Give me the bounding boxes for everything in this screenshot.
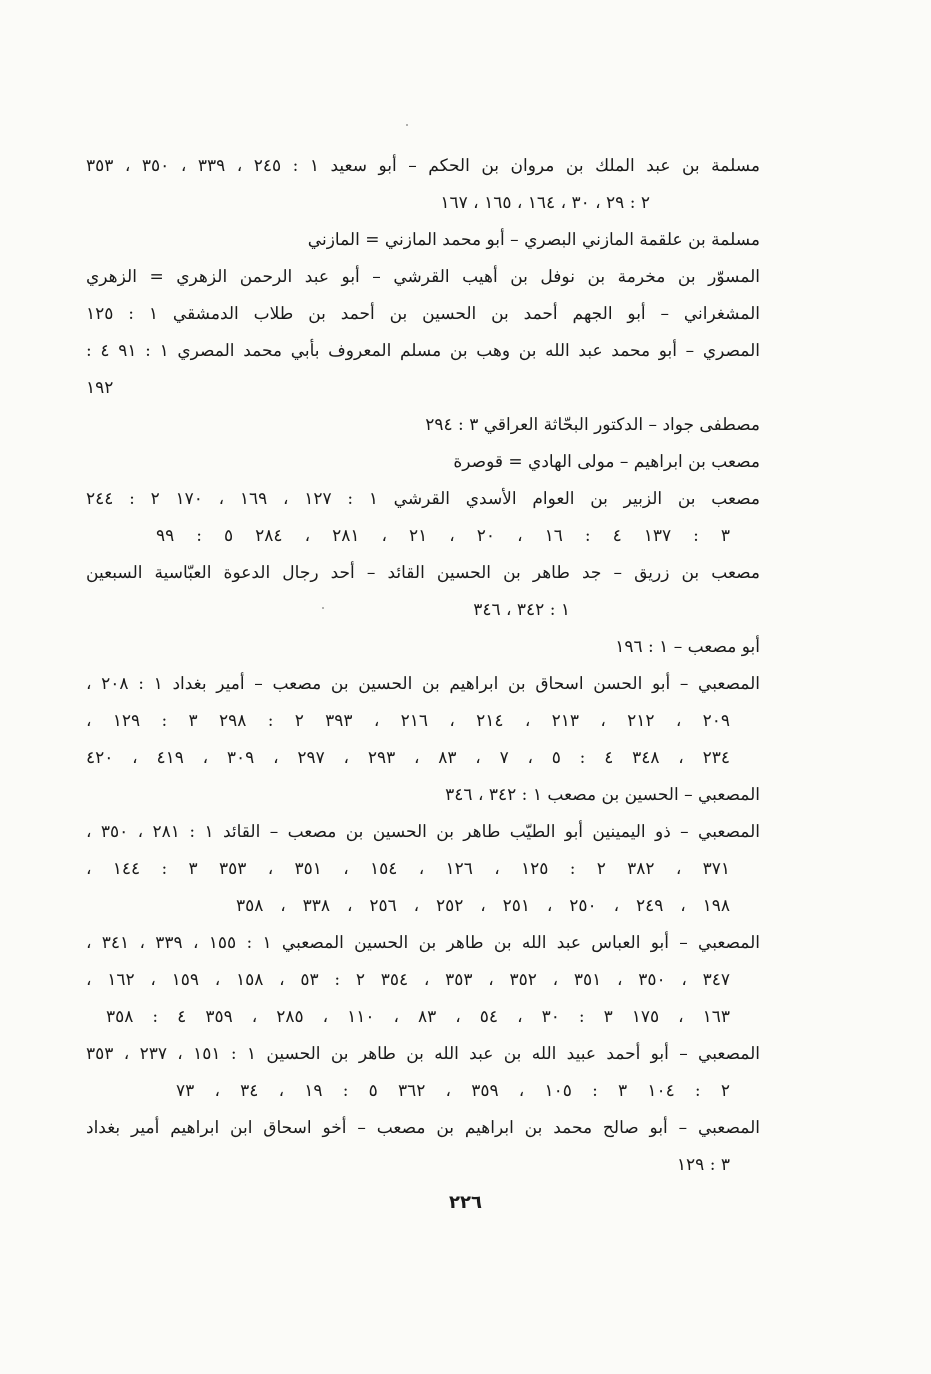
page-number: ٢٢٦ [449, 1192, 482, 1213]
entry-continuation: ٢٠٩ ، ٢١٢ ، ٢١٣ ، ٢١٤ ، ٢١٦ ، ٣٩٣ ٢ : ٢٩٨ ٣ : ١٢٩ ، [86, 711, 731, 731]
entry-continuation: ٣ : ١٢٩ [676, 1155, 730, 1175]
entry-line: مصعب بن ابراهيم – مولى الهادي = قوصرة [453, 452, 760, 472]
index-entry [86, 814, 760, 925]
index-entry [86, 1036, 760, 1110]
scan-speck [406, 124, 408, 126]
entry-continuation: ٣٧١ ، ٣٨٢ ٢ : ١٢٥ ، ١٢٦ ، ١٥٤ ، ٣٥١ ، ٣٥٣ ٣ : ١٤٤ ، [86, 859, 731, 879]
index-entry [86, 777, 760, 814]
index-entry [86, 222, 760, 259]
entry-continuation: ٣ : ١٣٧ ٤ : ١٦ ، ٢٠ ، ٢١ ، ٢٨١ ، ٢٨٤ ٥ : ٩٩ [156, 526, 731, 546]
index-entry [86, 296, 760, 333]
entry-line: مصعب بن الزبير بن العوام الأسدي القرشي ١ : ١٢٧ ، ١٦٩ ، ١٧٠ ٢ : ٢٤٤ [86, 489, 760, 509]
index-entries [86, 148, 760, 1184]
index-entry [86, 148, 760, 222]
index-entry [86, 259, 760, 296]
entry-line: المصعبي – أبو العباس عبد الله بن طاهر بن الحسين المصعبي ١ : ١٥٥ ، ٣٣٩ ، ٣٤١ ، [86, 933, 760, 953]
entry-line: المصعبي – أبو أحمد عبيد الله بن عبد الله بن طاهر بن الحسين ١ : ١٥١ ، ٢٣٧ ، ٣٥٣ [86, 1044, 760, 1064]
entry-continuation: ٢ : ١٠٤ ٣ : ١٠٥ ، ٣٥٩ ، ٣٦٢ ٥ : ١٩ ، ٣٤ ، ٧٣ [176, 1081, 730, 1101]
entry-continuation: ٢ : ٢٩ ، ٣٠ ، ١٦٤ ، ١٦٥ ، ١٦٧ [440, 193, 650, 213]
index-entry [86, 555, 760, 629]
index-entry [86, 444, 760, 481]
entry-continuation: ٣٤٧ ، ٣٥٠ ، ٣٥١ ، ٣٥٢ ، ٣٥٣ ، ٣٥٤ ٢ : ٥٣ ، ١٥٨ ، ١٥٩ ، ١٦٢ ، [86, 970, 731, 990]
entry-line: المصري – أبو محمد عبد الله بن وهب بن مسلم المعروف بأبي محمد المصري ١ : ٩١ ٤ : [86, 341, 760, 361]
entry-line: مصطفى جواد – الدكتور البحّاثة العراقي ٣ : ٢٩٤ [425, 415, 760, 435]
entry-continuation: ١٩٢ [86, 378, 114, 398]
entry-line: المصعبي – أبو الحسن اسحاق بن ابراهيم بن الحسين بن مصعب – أمير بغداد ١ : ٢٠٨ ، [86, 674, 760, 694]
index-entry [86, 333, 760, 407]
entry-line: مسلمة بن عبد الملك بن مروان بن الحكم – أبو سعيد ١ : ٢٤٥ ، ٣٣٩ ، ٣٥٠ ، ٣٥٣ [86, 156, 760, 176]
entry-line: مسلمة بن علقمة المازني البصري – أبو محمد المازني = المازني [307, 230, 760, 250]
entry-line: المصعبي – أبو صالح محمد بن ابراهيم بن مصعب – أخو اسحاق ابن ابراهيم أمير بغداد [86, 1118, 760, 1138]
index-entry [86, 481, 760, 555]
entry-line: المشغراني – أبو الجهم أحمد بن الحسين بن أحمد بن طلاب الدمشقي ١ : ١٢٥ [86, 304, 760, 324]
index-entry [86, 629, 760, 666]
entry-continuation: ١٩٨ ، ٢٤٩ ، ٢٥٠ ، ٢٥١ ، ٢٥٢ ، ٢٥٦ ، ٣٣٨ ، ٣٥٨ [236, 896, 730, 916]
index-entry [86, 407, 760, 444]
index-entry [86, 666, 760, 777]
entry-line: المصعبي – الحسين بن مصعب ١ : ٣٤٢ ، ٣٤٦ [445, 785, 760, 805]
entry-line: المصعبي – ذو اليمينين أبو الطيّب طاهر بن الحسين بن مصعب – القائد ١ : ٢٨١ ، ٣٥٠ ، [86, 822, 760, 842]
entry-line: المسوّر بن مخرمة بن نوفل بن أهيب القرشي – أبو عبد الرحمن الزهري = الزهري [86, 267, 760, 287]
entry-line: أبو مصعب – ١ : ١٩٦ [615, 637, 760, 657]
entry-continuation: ١٦٣ ، ١٧٥ ٣ : ٣٠ ، ٥٤ ، ٨٣ ، ١١٠ ، ٢٨٥ ، ٣٥٩ ٤ : ٣٥٨ [106, 1007, 731, 1027]
entry-continuation: ٢٣٤ ، ٣٤٨ ٤ : ٥ ، ٧ ، ٨٣ ، ٢٩٣ ، ٢٩٧ ، ٣٠٩ ، ٤١٩ ، ٤٢٠ [86, 748, 730, 768]
entry-line: مصعب بن زريق – جد طاهر بن الحسين القائد – أحد رجال الدعوة العبّاسية السبعين [86, 563, 760, 583]
index-entry [86, 925, 760, 1036]
index-entry [86, 1110, 760, 1184]
entry-continuation: ١ : ٣٤٢ ، ٣٤٦ [473, 600, 570, 620]
